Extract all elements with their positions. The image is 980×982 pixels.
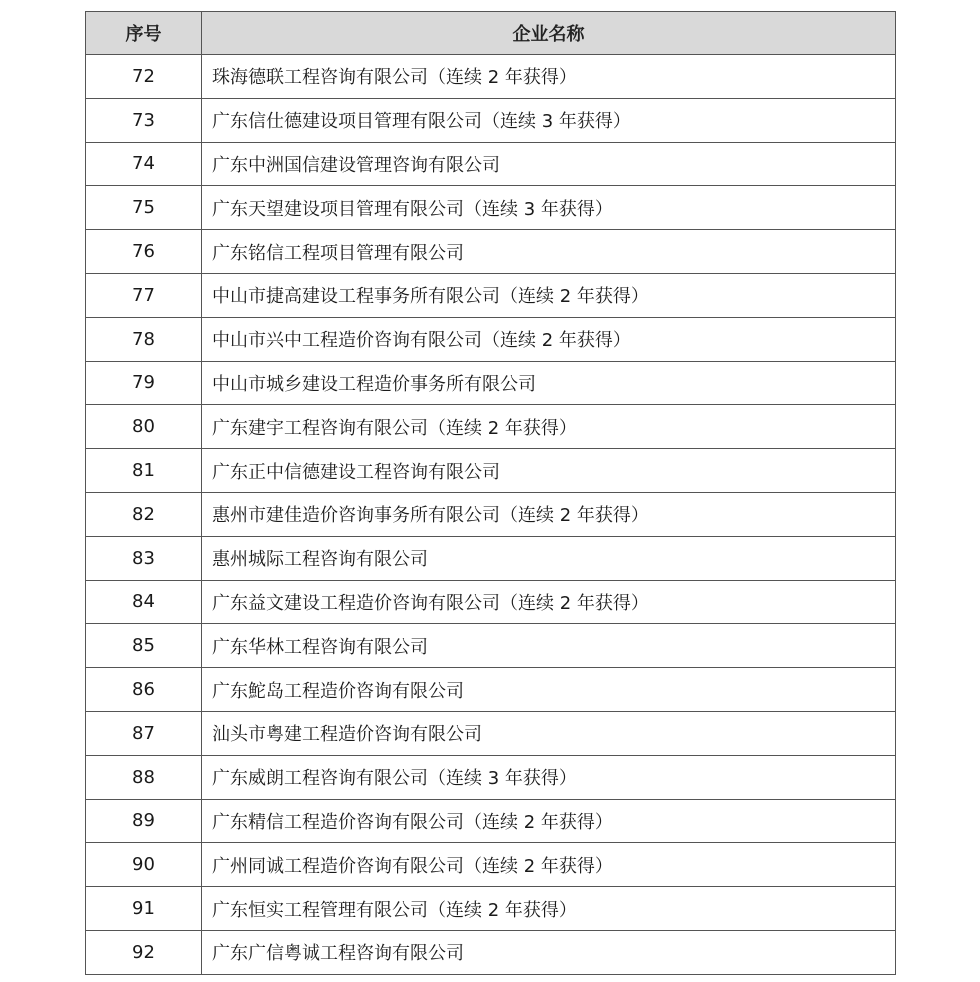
- table-row: [86, 405, 896, 449]
- company-name: 广东华林工程咨询有限公司: [202, 624, 896, 668]
- row-index: 83: [86, 536, 202, 580]
- table-row: [86, 799, 896, 843]
- company-name: 中山市捷高建设工程事务所有限公司（连续 2 年获得）: [202, 273, 896, 317]
- table-row: [86, 887, 896, 931]
- company-name: 中山市兴中工程造价咨询有限公司（连续 2 年获得）: [202, 317, 896, 361]
- row-index: 86: [86, 668, 202, 712]
- header-row: [86, 12, 896, 55]
- table-row: [86, 98, 896, 142]
- row-index: 76: [86, 230, 202, 274]
- row-index: 74: [86, 142, 202, 186]
- row-index: 88: [86, 755, 202, 799]
- company-name: 广州同诚工程造价咨询有限公司（连续 2 年获得）: [202, 843, 896, 887]
- company-name: 汕头市粤建工程造价咨询有限公司: [202, 711, 896, 755]
- row-index: 84: [86, 580, 202, 624]
- row-index: 87: [86, 711, 202, 755]
- row-index: 91: [86, 887, 202, 931]
- row-index: 80: [86, 405, 202, 449]
- row-index: 72: [86, 55, 202, 99]
- company-name: 珠海德联工程咨询有限公司（连续 2 年获得）: [202, 55, 896, 99]
- row-index: 78: [86, 317, 202, 361]
- company-name: 中山市城乡建设工程造价事务所有限公司: [202, 361, 896, 405]
- table-row: [86, 230, 896, 274]
- row-index: 82: [86, 492, 202, 536]
- company-name: 惠州市建佳造价咨询事务所有限公司（连续 2 年获得）: [202, 492, 896, 536]
- table-row: [86, 580, 896, 624]
- column-header-company-name: 企业名称: [202, 12, 896, 55]
- row-index: 89: [86, 799, 202, 843]
- table-row: [86, 536, 896, 580]
- table-header: [86, 12, 896, 55]
- row-index: 90: [86, 843, 202, 887]
- table-body: [86, 55, 896, 975]
- table-row: [86, 361, 896, 405]
- table-row: [86, 668, 896, 712]
- company-name: 广东中洲国信建设管理咨询有限公司: [202, 142, 896, 186]
- column-header-index: 序号: [86, 12, 202, 55]
- company-name: 广东鮀岛工程造价咨询有限公司: [202, 668, 896, 712]
- table-row: [86, 755, 896, 799]
- company-name: 广东精信工程造价咨询有限公司（连续 2 年获得）: [202, 799, 896, 843]
- row-index: 77: [86, 273, 202, 317]
- company-name: 广东建宇工程咨询有限公司（连续 2 年获得）: [202, 405, 896, 449]
- table-row: [86, 711, 896, 755]
- company-name: 广东广信粤诚工程咨询有限公司: [202, 930, 896, 974]
- company-name: 广东益文建设工程造价咨询有限公司（连续 2 年获得）: [202, 580, 896, 624]
- table-row: [86, 843, 896, 887]
- row-index: 85: [86, 624, 202, 668]
- table-row: [86, 273, 896, 317]
- company-name: 广东铭信工程项目管理有限公司: [202, 230, 896, 274]
- company-name: 惠州城际工程咨询有限公司: [202, 536, 896, 580]
- table-row: [86, 624, 896, 668]
- table-row: [86, 142, 896, 186]
- company-name: 广东信仕德建设项目管理有限公司（连续 3 年获得）: [202, 98, 896, 142]
- table-row: [86, 186, 896, 230]
- row-index: 73: [86, 98, 202, 142]
- row-index: 79: [86, 361, 202, 405]
- table-row: [86, 55, 896, 99]
- company-name: 广东正中信德建设工程咨询有限公司: [202, 449, 896, 493]
- row-index: 92: [86, 930, 202, 974]
- company-name: 广东威朗工程咨询有限公司（连续 3 年获得）: [202, 755, 896, 799]
- company-name: 广东天望建设项目管理有限公司（连续 3 年获得）: [202, 186, 896, 230]
- table-row: [86, 930, 896, 974]
- row-index: 75: [86, 186, 202, 230]
- row-index: 81: [86, 449, 202, 493]
- company-list-table: [85, 11, 896, 975]
- table-row: [86, 492, 896, 536]
- company-name: 广东恒实工程管理有限公司（连续 2 年获得）: [202, 887, 896, 931]
- table-row: [86, 317, 896, 361]
- table-row: [86, 449, 896, 493]
